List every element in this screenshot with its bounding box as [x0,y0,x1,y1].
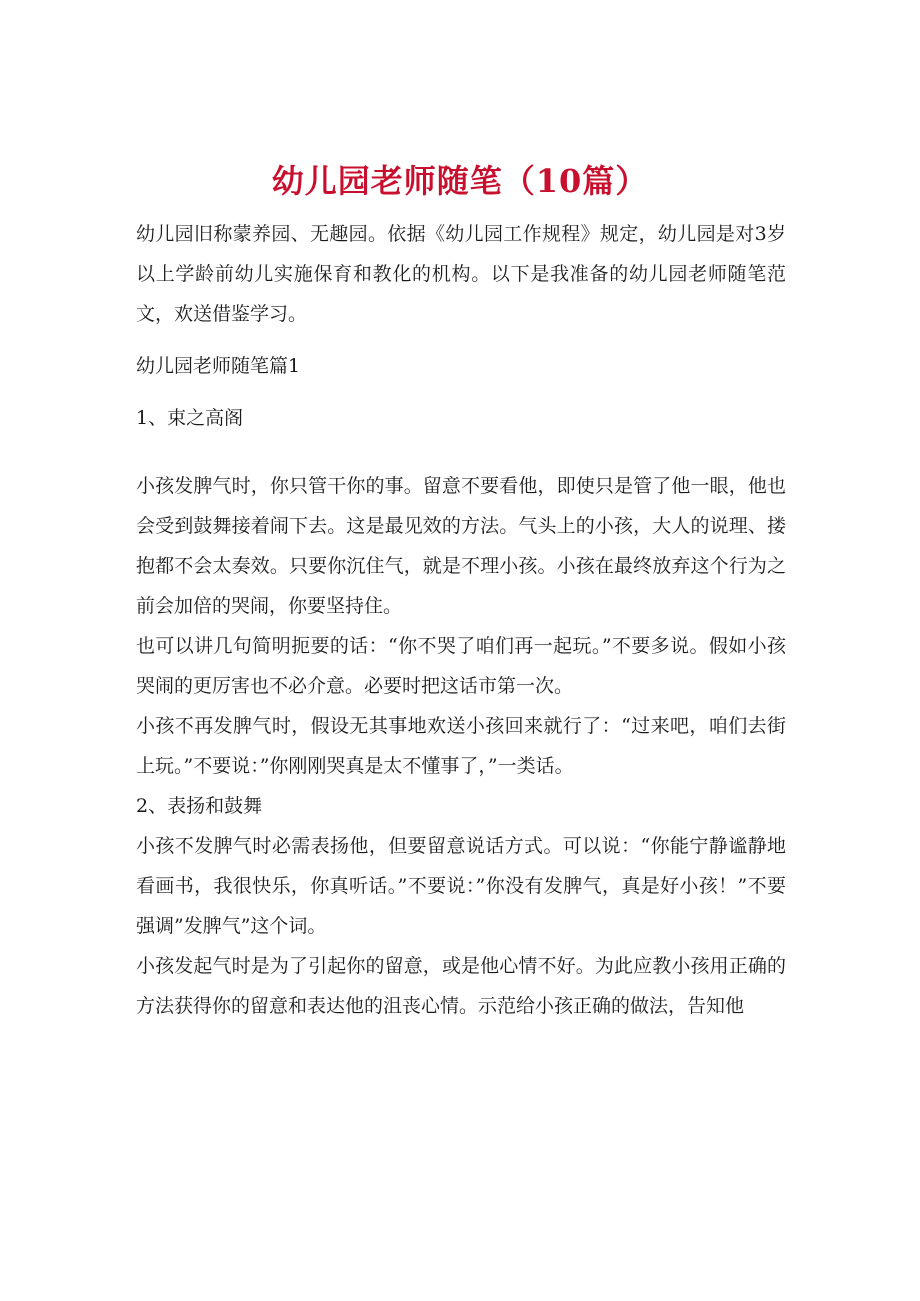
paragraph-4: 小孩不发脾气时必需表扬他，但要留意说话方式。可以说：“你能宁静谧静地看画书，我很快乐，你真听话。”不要说：”你没有发脾气，真是好小孩！”不要强调”发脾气”这个词。 [136,835,786,937]
paragraph-5: 小孩发起气时是为了引起你的留意，或是他心情不好。为此应教小孩用正确的方法获得你的留意和表达他的沮丧心情。示范给小孩正确的做法，告知他 [136,955,786,1017]
subheading-2: 2、表扬和鼓舞 [136,795,263,817]
paragraph-3: 小孩不再发脾气时，假设无其事地欢送小孩回来就行了：“过来吧，咱们去街上玩。”不要说：”你刚刚哭真是太不懂事了，”一类话。 [136,715,786,777]
document-body [136,214,786,1026]
paragraph-1: 小孩发脾气时，你只管干你的事。留意不要看他，即使只是管了他一眼，他也会受到鼓舞接着闹下去。这是最见效的方法。气头上的小孩，大人的说理、搂抱都不会太奏效。只要你沉住气，就是不理小孩。小孩在最终放弃这个行为之前会加倍的哭闹，你要坚持住。 [136,475,786,617]
paragraph-2: 也可以讲几句简明扼要的话：“你不哭了咱们再一起玩。”不要多说。假如小孩哭闹的更厉害也不必介意。必要时把这话市第一次。 [136,635,786,697]
document-title: 幼儿园老师随笔（10篇） [271,162,649,201]
subheading-1: 1、束之高阁 [136,407,244,429]
intro-paragraph: 幼儿园旧称蒙养园、无趣园。依据《幼儿园工作规程》规定，幼儿园是对3岁以上学龄前幼儿实施保育和教化的机构。以下是我准备的幼儿园老师随笔范文，欢送借鉴学习。 [136,223,786,325]
section-title: 幼儿园老师随笔篇1 [136,355,301,377]
